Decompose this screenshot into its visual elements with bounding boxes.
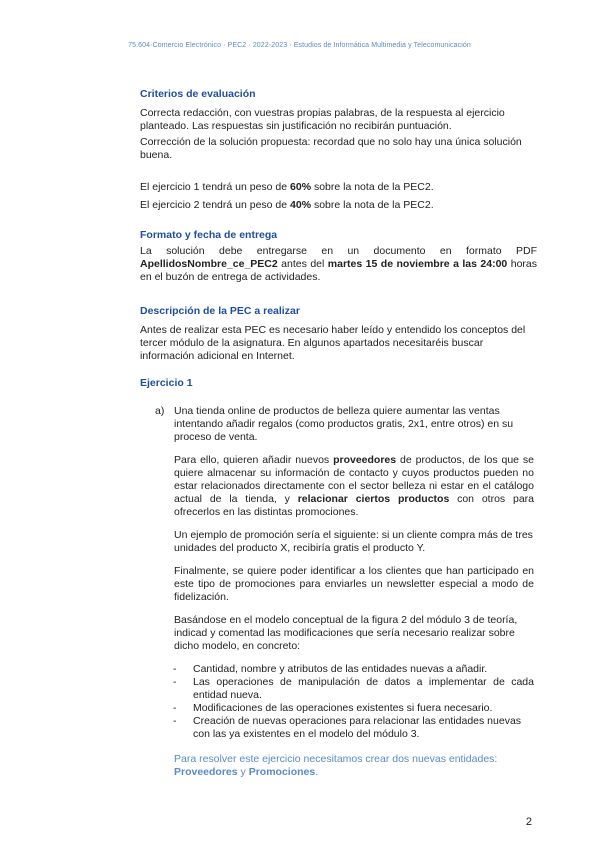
descripcion-section xyxy=(140,305,537,363)
requirements-list xyxy=(173,663,534,741)
ejemplo-paragraph: Un ejemplo de promoción sería el siguiente: si un cliente compra más de tres unidades del producto X, recibiría gratis el producto Y. xyxy=(174,529,533,554)
formato-paragraph: La solución debe entregarse en un documento en formato PDF ApellidosNombre_ce_PEC2 antes del martes 15 de noviembre a las 24:00 horas en el buzón de entrega de actividades. xyxy=(140,245,538,283)
list-item: - Modificaciones de las operaciones existentes si fuera necesario. xyxy=(173,702,534,715)
criterios-paragraph-1: Correcta redacción, con vuestras propias palabras, de la respuesta al ejercicio planteado. Las respuestas sin justificación no recibirán puntuación. xyxy=(140,107,505,132)
peso-ejercicio-1: El ejercicio 1 tendrá un peso de 60% sobre la nota de la PEC2. xyxy=(140,181,434,193)
answer-paragraph: Para resolver este ejercicio necesitamos crear dos nuevas entidades: Proveedores y Promociones. xyxy=(174,753,498,778)
page-number: 2 xyxy=(525,816,532,828)
formato-heading: Formato y fecha de entrega xyxy=(140,229,278,241)
list-item: - Creación de nuevas operaciones para relacionar las entidades nuevas con las ya existentes en el modelo del módulo 3. xyxy=(173,715,534,741)
entity-proveedores: Proveedores xyxy=(174,766,238,778)
descripcion-paragraph: Antes de realizar esta PEC es necesario haber leído y entendido los conceptos del tercer módulo de la asignatura. En algunos apartados necesitaréis buscar información adicional en Internet. xyxy=(140,324,526,362)
item-a-text: Una tienda online de productos de belleza quiere aumentar las ventas intentando añadir regalos (como productos gratis, 2x1, entre otros) en su proceso de venta. xyxy=(174,405,514,443)
file-name: ApellidosNombre_ce_PEC2 xyxy=(140,258,278,270)
list-item: - Las operaciones de manipulación de datos a implementar de cada entidad nueva. xyxy=(173,676,534,702)
modelo-paragraph: Basándose en el modelo conceptual de la figura 2 del módulo 3 de teoría, indicad y comentad las modificaciones que sería necesario realizar sobre dicho modelo, en concreto: xyxy=(174,614,518,652)
formato-section xyxy=(140,229,537,284)
criterios-paragraph-2: Corrección de la solución propuesta: recordad que no solo hay una única solución buena. xyxy=(140,136,522,161)
peso-2-value: 40% xyxy=(290,199,312,211)
peso-1-value: 60% xyxy=(290,181,312,193)
descripcion-heading: Descripción de la PEC a realizar xyxy=(140,305,300,317)
peso-ejercicio-2: El ejercicio 2 tendrá un peso de 40% sobre la nota de la PEC2. xyxy=(140,199,434,211)
entity-promociones: Promociones xyxy=(248,766,316,778)
running-header: 75.604·Comercio Electrónico · PEC2 · 2022-2023 · Estudios de Informática Multimedia y Telecomunicación xyxy=(128,42,471,49)
item-a-marker: a) xyxy=(155,405,165,417)
proveedores-paragraph: Para ello, quieren añadir nuevos proveedores de productos, de los que se quiere almacenar su información de contacto y cuyos productos pueden no estar relacionados directamente con el sector belleza ni estar en el catálogo actual de la tienda, y relacionar ciertos productos con otros para ofrecerlos en las distintas promociones. xyxy=(174,454,534,518)
criterios-section xyxy=(140,88,537,162)
ejercicio-1-body xyxy=(174,405,534,779)
ejercicio-1-heading: Ejercicio 1 xyxy=(140,377,193,389)
list-item: - Cantidad, nombre y atributos de las entidades nuevas a añadir. xyxy=(173,663,534,676)
ejercicio-1-heading-wrap xyxy=(140,377,537,390)
criterios-heading: Criterios de evaluación xyxy=(140,88,256,100)
fidelizacion-paragraph: Finalmente, se quiere poder identificar a los clientes que han participado en este tipo de promociones para enviarles un newsletter especial a modo de fidelización. xyxy=(174,565,534,603)
due-date: martes 15 de noviembre a las 24:00 xyxy=(327,258,508,270)
